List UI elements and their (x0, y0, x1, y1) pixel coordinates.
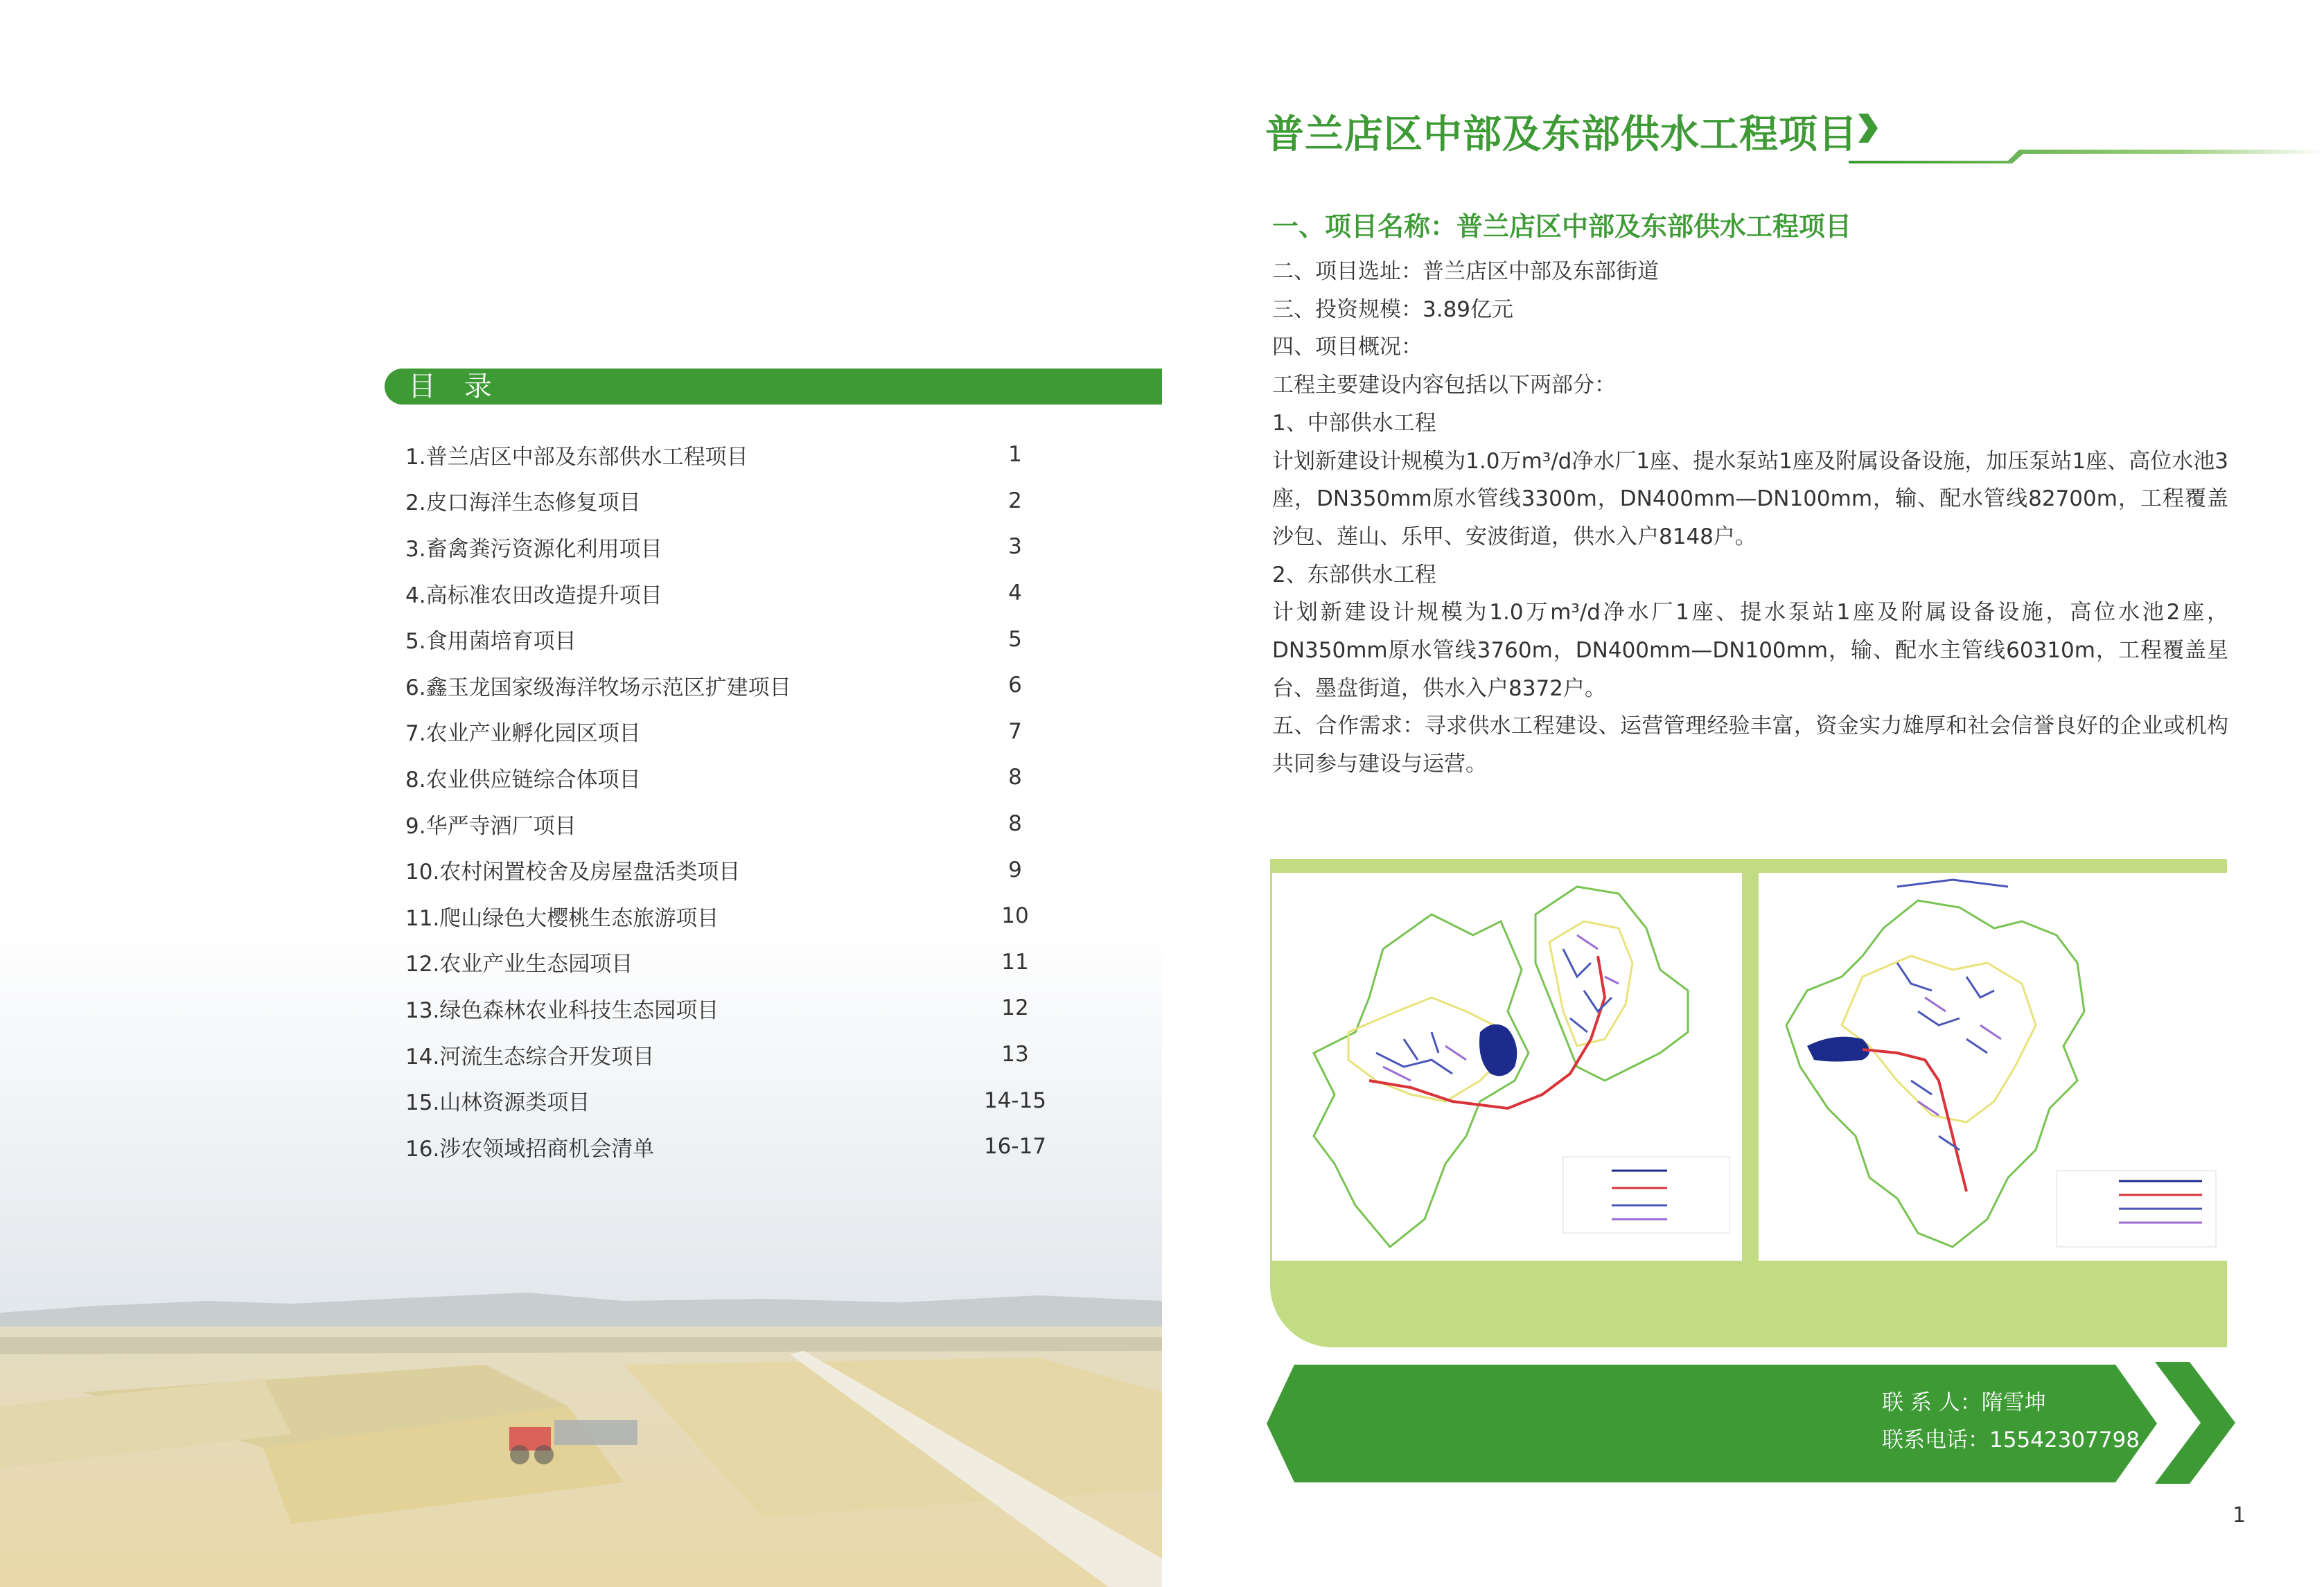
page-number: 1 (2233, 1503, 2246, 1527)
toc-item-page: 3 (1008, 534, 1022, 560)
toc-list (405, 432, 1057, 1170)
toc-item-page: 14-15 (983, 1088, 1047, 1113)
toc-item-label: 5.食用菌培育项目 (405, 629, 576, 655)
toc-header (385, 369, 1162, 405)
contact-phone[interactable]: 联系电话：15542307798 (1882, 1428, 2140, 1453)
toc-item[interactable] (405, 616, 1057, 662)
part2-body: 计划新建设计规模为1.0万m³/d净水厂1座、提水泵站1座及附属设备设施，高位水池2座，DN350mm原水管线3760m，DN400mm—DN100mm，输、配水主管线60310m，工程覆盖星台、墨盘街道，供水入户8372户。 (1272, 600, 2228, 701)
contact-info (1882, 1384, 2140, 1459)
toc-item-page: 1 (1008, 442, 1022, 468)
toc-item-page: 8 (1008, 765, 1022, 790)
toc-item-label: 4.高标准农田改造提升项目 (405, 583, 662, 608)
toc-item-label: 14.河流生态综合开发项目 (405, 1044, 655, 1070)
toc-item-label: 6.鑫玉龙国家级海洋牧场示范区扩建项目 (405, 675, 791, 700)
chevron-right-icon (2155, 1362, 2235, 1484)
toc-item-label: 1.普兰店区中部及东部供水工程项目 (405, 444, 748, 470)
page-title: 普兰店区中部及东部供水工程项目 (1265, 112, 1858, 157)
investment-line: 三、投资规模：3.89亿元 (1272, 296, 1514, 322)
toc-item-page: 12 (1001, 995, 1029, 1021)
toc-item[interactable] (405, 709, 1057, 755)
location-line: 二、项目选址：普兰店区中部及东部街道 (1272, 259, 1659, 284)
toc-item-label: 2.皮口海洋生态修复项目 (405, 490, 641, 516)
toc-item-label: 12.农业产业生态园项目 (405, 952, 633, 977)
title-underline (1849, 148, 2324, 163)
toc-item-page: 7 (1008, 718, 1022, 744)
toc-item-label: 10.农村闲置校舍及房屋盘活类项目 (405, 860, 741, 885)
overview-line: 四、项目概况： (1272, 335, 1423, 360)
toc-item[interactable] (405, 432, 1057, 478)
toc-item[interactable] (405, 524, 1057, 570)
chevron-right-icon (1854, 111, 1882, 145)
toc-item[interactable] (405, 1031, 1057, 1078)
toc-item-label: 15.山林资源类项目 (405, 1090, 590, 1116)
part1-title: 1、中部供水工程 (1272, 410, 1436, 436)
toc-item-page: 4 (1008, 580, 1022, 606)
toc-item-page: 2 (1008, 488, 1022, 513)
part2-title: 2、东部供水工程 (1272, 562, 1436, 587)
east-pipeline-map (1272, 873, 1742, 1261)
toc-item-page: 10 (1001, 903, 1029, 929)
toc-item[interactable] (405, 1124, 1057, 1170)
toc-item-page: 13 (1001, 1042, 1029, 1067)
toc-item-label: 16.涉农领域招商机会清单 (405, 1136, 655, 1162)
toc-item-page: 16-17 (983, 1134, 1047, 1160)
toc-item-page: 6 (1008, 673, 1022, 698)
toc-item-label: 9.华严寺酒厂项目 (405, 813, 576, 839)
toc-item-label: 7.农业产业孵化园区项目 (405, 721, 641, 747)
toc-item-label: 11.爬山绿色大樱桃生态旅游项目 (405, 905, 719, 931)
toc-item[interactable] (405, 478, 1057, 524)
cooperation-line: 五、合作需求：寻求供水工程建设、运营管理经验丰富，资金实力雄厚和社会信誉良好的企业或机构共同参与建设与运营。 (1272, 713, 2228, 777)
part1-body: 计划新建设计规模为1.0万m³/d净水厂1座、提水泵站1座及附属设备设施，加压泵站1座、高位水池3座，DN350mm原水管线3300m，DN400mm—DN100mm，输、配水管线82700m，工程覆盖沙包、莲山、乐甲、安波街道，供水入户8148户。 (1272, 448, 2228, 549)
toc-item-page: 11 (1001, 949, 1029, 975)
toc-item[interactable] (405, 1077, 1057, 1124)
toc-item-page: 8 (1008, 811, 1022, 837)
contact-person: 联 系 人：隋雪坤 (1882, 1390, 2046, 1415)
toc-title: 目 录 (408, 371, 502, 402)
toc-item[interactable] (405, 801, 1057, 847)
toc-item-label: 13.绿色森林农业科技生态园项目 (405, 998, 719, 1023)
toc-item-page: 9 (1008, 857, 1022, 883)
toc-item[interactable] (405, 754, 1057, 801)
toc-item[interactable] (405, 985, 1057, 1031)
toc-item-page: 5 (1008, 626, 1022, 652)
intro-line: 工程主要建设内容包括以下两部分： (1272, 373, 1616, 398)
toc-item-label: 8.农业供应链综合体项目 (405, 767, 641, 792)
section-title: 一、项目名称：普兰店区中部及东部供水工程项目 (1272, 211, 1852, 242)
central-pipeline-map (1759, 873, 2227, 1261)
toc-item[interactable] (405, 662, 1057, 709)
toc-item-label: 3.畜禽粪污资源化利用项目 (405, 536, 662, 562)
toc-item[interactable] (405, 939, 1057, 986)
toc-item[interactable] (405, 570, 1057, 617)
project-description (1272, 253, 2228, 783)
toc-item[interactable] (405, 846, 1057, 893)
toc-item[interactable] (405, 893, 1057, 939)
